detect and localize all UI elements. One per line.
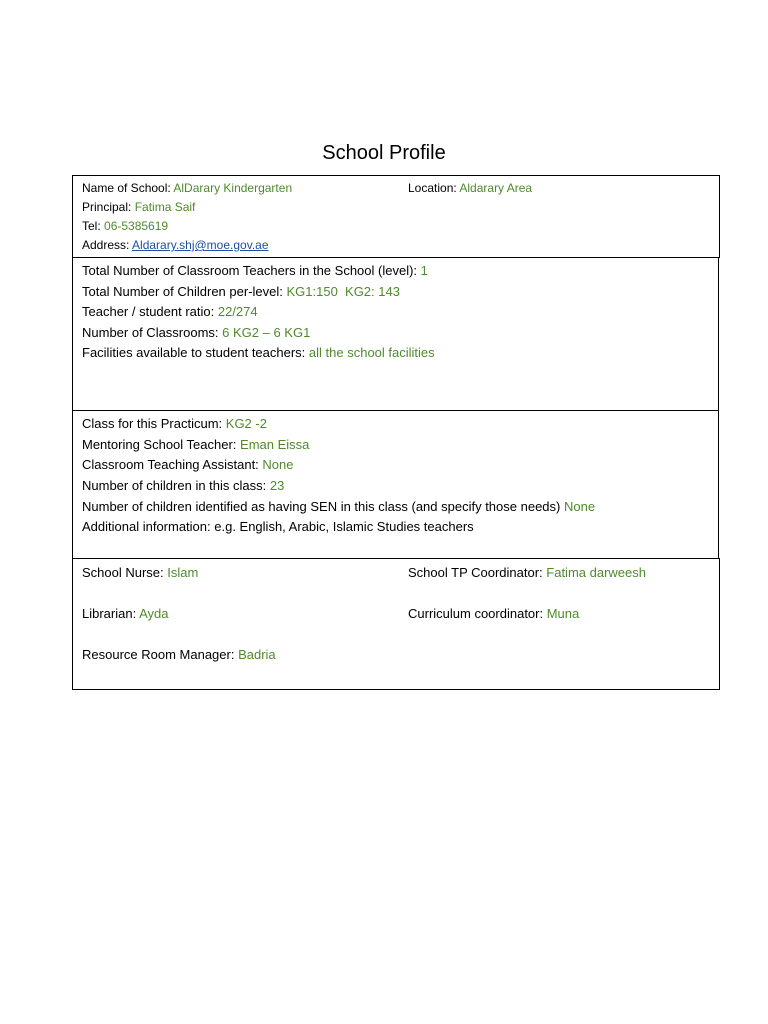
address-email-link[interactable]: Aldarary.shj@moe.gov.ae xyxy=(132,238,269,252)
class-children-value: 23 xyxy=(266,478,285,493)
principal-label: Principal: xyxy=(82,200,132,214)
nurse-value: Islam xyxy=(167,565,199,580)
tp-coordinator-row xyxy=(408,563,646,583)
school-info-section xyxy=(72,175,720,258)
classrooms-row xyxy=(82,323,310,343)
staff-contacts-section xyxy=(72,558,720,690)
location-row xyxy=(408,179,532,197)
class-label: Class for this Practicum: xyxy=(82,416,223,431)
address-row xyxy=(82,236,269,254)
school-statistics-section xyxy=(72,257,719,411)
school-name-label: Name of School: xyxy=(82,181,171,195)
resource-room-value: Badria xyxy=(234,647,276,662)
school-name-row xyxy=(82,179,292,197)
children-per-level-row xyxy=(82,282,400,302)
principal-row xyxy=(82,198,195,216)
facilities-label: Facilities available to student teachers: xyxy=(82,345,306,360)
teachers-count-value: 1 xyxy=(417,263,428,278)
facilities-value: all the school facilities xyxy=(305,345,435,360)
children-per-level-label: Total Number of Children per-level: xyxy=(82,284,283,299)
classrooms-value: 6 KG2 – 6 KG1 xyxy=(218,325,311,340)
page-title: School Profile xyxy=(322,142,446,164)
resource-room-label: Resource Room Manager: xyxy=(82,647,235,662)
teachers-count-row xyxy=(82,261,428,281)
principal-value: Fatima Saif xyxy=(131,200,196,214)
librarian-label: Librarian: xyxy=(82,606,137,621)
class-children-row xyxy=(82,476,284,496)
curriculum-coordinator-row xyxy=(408,604,579,624)
tp-coordinator-label: School TP Coordinator: xyxy=(408,565,543,580)
ratio-value: 22/274 xyxy=(214,304,258,319)
sen-label: Number of children identified as having SEN in this class (and specify those needs) xyxy=(82,499,561,514)
resource-room-row xyxy=(82,645,276,665)
additional-info-row xyxy=(82,517,474,537)
teachers-count-label: Total Number of Classroom Teachers in the School (level): xyxy=(82,263,418,278)
tel-row xyxy=(82,217,168,235)
location-label: Location: xyxy=(408,181,457,195)
mentor-row xyxy=(82,435,309,455)
curriculum-coordinator-value: Muna xyxy=(543,606,580,621)
facilities-row xyxy=(82,343,435,363)
librarian-value: Ayda xyxy=(136,606,169,621)
classrooms-label: Number of Classrooms: xyxy=(82,325,219,340)
nurse-label: School Nurse: xyxy=(82,565,164,580)
ratio-row xyxy=(82,302,258,322)
class-value: KG2 -2 xyxy=(222,416,267,431)
tel-value: 06-5385619 xyxy=(100,219,169,233)
additional-info-label: Additional information: e.g. English, Arabic, Islamic Studies teachers xyxy=(82,519,474,534)
assistant-label: Classroom Teaching Assistant: xyxy=(82,457,259,472)
nurse-row xyxy=(82,563,198,583)
tel-label: Tel: xyxy=(82,219,101,233)
mentor-value: Eman Eissa xyxy=(236,437,310,452)
school-name-value: AlDarary Kindergarten xyxy=(170,181,293,195)
tp-coordinator-value: Fatima darweesh xyxy=(542,565,646,580)
assistant-row xyxy=(82,455,294,475)
location-value: Aldarary Area xyxy=(456,181,533,195)
practicum-class-section xyxy=(72,410,719,559)
address-label: Address: xyxy=(82,238,130,252)
assistant-value: None xyxy=(258,457,294,472)
curriculum-coordinator-label: Curriculum coordinator: xyxy=(408,606,544,621)
sen-row xyxy=(82,497,595,517)
class-children-label: Number of children in this class: xyxy=(82,478,267,493)
librarian-row xyxy=(82,604,169,624)
children-per-level-value: KG1:150 KG2: 143 xyxy=(282,284,400,299)
class-row xyxy=(82,414,267,434)
sen-value: None xyxy=(560,499,596,514)
mentor-label: Mentoring School Teacher: xyxy=(82,437,237,452)
ratio-label: Teacher / student ratio: xyxy=(82,304,215,319)
